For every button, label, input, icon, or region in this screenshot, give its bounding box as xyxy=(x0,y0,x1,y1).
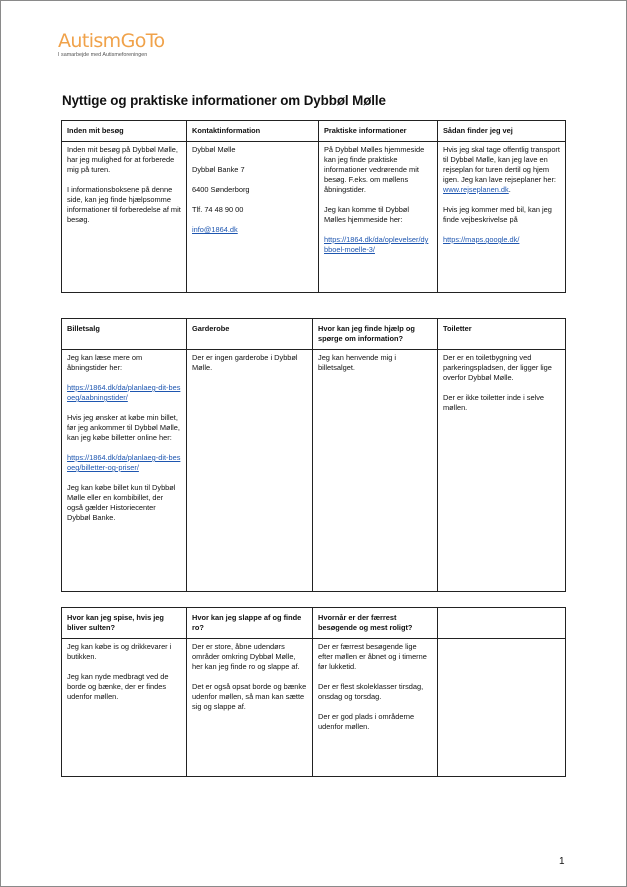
table-cell xyxy=(438,639,566,777)
cell-paragraph xyxy=(192,205,313,215)
paragraph-text: Hvis jeg kommer med bil, kan jeg finde vejbeskrivelse på xyxy=(443,205,552,224)
paragraph-text: Jeg kan komme til Dybbøl Mølles hjemmeside her: xyxy=(324,205,410,224)
paragraph-text: Inden mit besøg på Dybbøl Mølle, har jeg mulighed for at forberede mig på turen. xyxy=(67,145,178,174)
paragraph-text: Jeg kan købe billet kun til Dybbøl Mølle eller en kombibillet, der også gælder Historiecenter Dybbøl Banke. xyxy=(67,483,176,522)
paragraph-text: Det er også opsat borde og bænke udenfor møllen, så man kan sætte sig og slappe af. xyxy=(192,682,307,711)
link[interactable]: https://maps.google.dk/ xyxy=(443,235,520,244)
cell-link-paragraph xyxy=(324,235,432,255)
rejseplanen-link[interactable]: www.rejseplanen.dk xyxy=(443,185,509,194)
link[interactable]: https://1864.dk/da/planlaeg-dit-besoeg/billetter-og-priser/ xyxy=(67,453,181,472)
paragraph-text: Hvis jeg ønsker at købe min billet, før jeg ankommer til Dybbøl Mølle, kan jeg købe billetter online her: xyxy=(67,413,180,442)
paragraph-text: Der er færrest besøgende lige efter møllen er åbnet og i timerne før lukketid. xyxy=(318,642,427,671)
table-cell xyxy=(313,350,438,592)
link[interactable]: https://1864.dk/da/oplevelser/dybboel-moelle-3/ xyxy=(324,235,429,254)
paragraph-text: I informationsboksene på denne side, kan jeg finde hjælpsomme informationer til forberedelse af mit besøg. xyxy=(67,185,181,224)
table-cell xyxy=(319,142,438,293)
column-header: Sådan finder jeg vej xyxy=(438,121,566,142)
paragraph-text: Tlf. 74 48 90 00 xyxy=(192,205,244,214)
paragraph-text: 6400 Sønderborg xyxy=(192,185,250,194)
cell-paragraph xyxy=(67,353,181,373)
logo-brand: AutismGoTo xyxy=(58,30,165,52)
column-header: Kontaktinformation xyxy=(187,121,319,142)
link[interactable]: info@1864.dk xyxy=(192,225,238,234)
cell-link-paragraph xyxy=(192,225,313,235)
paragraph-text: Hvis jeg skal tage offentlig transport til Dybbøl Mølle, kan jeg lave en rejseplan for turen dertil og hjem igen. Jeg kan lave rejseplaner her: xyxy=(443,145,560,184)
paragraph-text: Der er ikke toiletter inde i selve møllen. xyxy=(443,393,545,412)
cell-paragraph xyxy=(67,413,181,443)
cell-paragraph xyxy=(324,145,432,195)
cell-paragraph xyxy=(318,712,432,732)
cell-paragraph xyxy=(192,682,307,712)
table-header-row xyxy=(62,121,566,142)
cell-paragraph xyxy=(443,205,560,225)
info-table-1 xyxy=(61,120,566,293)
cell-paragraph xyxy=(324,205,432,225)
column-header: Hvor kan jeg spise, hvis jeg bliver sulten? xyxy=(62,608,187,639)
cell-paragraph xyxy=(67,642,181,662)
cell-link-paragraph xyxy=(67,453,181,473)
column-header: Inden mit besøg xyxy=(62,121,187,142)
page-title: Nyttige og praktiske informationer om Dybbøl Mølle xyxy=(62,93,386,108)
paragraph-text: Dybbøl Mølle xyxy=(192,145,236,154)
cell-paragraph xyxy=(443,353,560,383)
paragraph-text: Jeg kan læse mere om åbningstider her: xyxy=(67,353,143,372)
column-header: Billetsalg xyxy=(62,319,187,350)
table-cell xyxy=(187,350,313,592)
paragraph-text: Der er store, åbne udendørs områder omkring Dybbøl Mølle, her kan jeg finde ro og slappe af. xyxy=(192,642,300,671)
page-number: 1 xyxy=(559,856,565,867)
paragraph-text: Der er en toiletbygning ved parkeringspladsen, der ligger lige overfor Dybbøl Mølle. xyxy=(443,353,552,382)
paragraph-text: Der er ingen garderobe i Dybbøl Mølle. xyxy=(192,353,298,372)
table-cell xyxy=(187,142,319,293)
column-header: Hvor kan jeg slappe af og finde ro? xyxy=(187,608,313,639)
cell-paragraph: Hvis jeg skal tage offentlig transport til Dybbøl Mølle, kan jeg lave en rejseplan for turen dertil og hjem igen. Jeg kan lave rejseplaner her: www.rejseplanen.dk. xyxy=(443,145,560,194)
table-cell xyxy=(187,639,313,777)
paragraph-text: Jeg kan henvende mig i billetsalget. xyxy=(318,353,397,372)
table-row xyxy=(62,142,566,293)
cell-paragraph xyxy=(443,393,560,413)
cell-paragraph xyxy=(318,642,432,672)
paragraph-text: På Dybbøl Mølles hjemmeside kan jeg finde praktiske informationer vedrørende mit besøg. F.eks. om møllens åbningstider. xyxy=(324,145,425,194)
cell-paragraph xyxy=(318,353,432,373)
cell-paragraph xyxy=(192,353,307,373)
column-header: Garderobe xyxy=(187,319,313,350)
cell-paragraph xyxy=(192,145,313,155)
column-header xyxy=(438,608,566,639)
info-table-2 xyxy=(61,318,566,592)
cell-paragraph xyxy=(318,682,432,702)
table-cell xyxy=(438,350,566,592)
cell-paragraph xyxy=(67,145,181,175)
table-cell xyxy=(62,639,187,777)
cell-paragraph xyxy=(67,672,181,702)
cell-paragraph xyxy=(192,165,313,175)
cell-link-paragraph xyxy=(67,383,181,403)
paragraph-text: Der er flest skoleklasser tirsdag, onsdag og torsdag. xyxy=(318,682,424,701)
column-header: Hvor kan jeg finde hjælp og spørge om information? xyxy=(313,319,438,350)
column-header: Toiletter xyxy=(438,319,566,350)
column-header: Praktiske informationer xyxy=(319,121,438,142)
cell-paragraph xyxy=(192,642,307,672)
info-table-3 xyxy=(61,607,566,777)
column-header: Hvornår er der færrest besøgende og mest roligt? xyxy=(313,608,438,639)
table-cell xyxy=(62,350,187,592)
table-header-row xyxy=(62,608,566,639)
autismgoto-logo xyxy=(58,30,168,64)
paragraph-text: Jeg kan købe is og drikkevarer i butikken. xyxy=(67,642,172,661)
paragraph-text: Dybbøl Banke 7 xyxy=(192,165,245,174)
table-cell xyxy=(62,142,187,293)
cell-paragraph xyxy=(67,483,181,523)
table-row xyxy=(62,639,566,777)
table-header-row xyxy=(62,319,566,350)
paragraph-text: Jeg kan nyde medbragt ved de borde og bænke, der er findes udenfor møllen. xyxy=(67,672,169,701)
cell-paragraph xyxy=(67,185,181,225)
table-cell xyxy=(438,142,566,293)
link[interactable]: https://1864.dk/da/planlaeg-dit-besoeg/aabningstider/ xyxy=(67,383,181,402)
cell-paragraph xyxy=(192,185,313,195)
table-row xyxy=(62,350,566,592)
table-cell xyxy=(313,639,438,777)
logo-tagline: I samarbejde med Autismeforeningen xyxy=(58,52,148,58)
cell-link-paragraph xyxy=(443,235,560,245)
paragraph-text: Der er god plads i områderne udenfor møllen. xyxy=(318,712,415,731)
